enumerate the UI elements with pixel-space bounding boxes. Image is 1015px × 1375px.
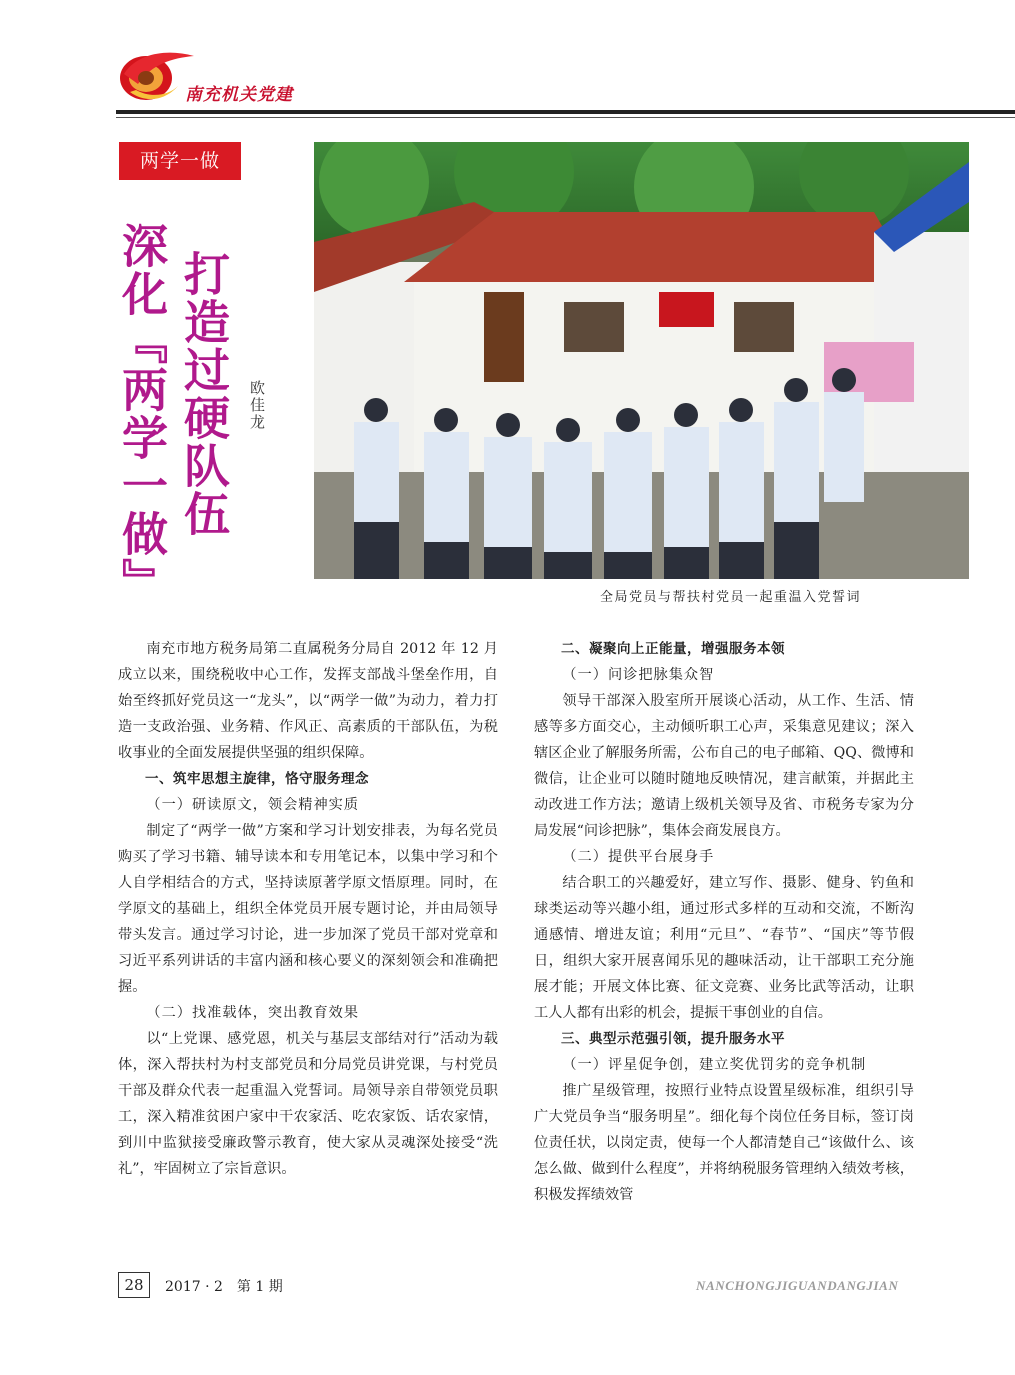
torch-flame-logo-icon [116,44,196,110]
subsection-heading: （二）提供平台展身手 [562,849,715,865]
paragraph: 结合职工的兴趣爱好，建立写作、摄影、健身、钓鱼和球类运动等兴趣小组，通过形式多样的互动和交流，不断沟通感情、增进友谊；利用“元旦”、“春节”、“国庆”等节假日，组织大家开展喜闻乐见的趣味活动，让干部职工充分施展才能；开展文体比赛、征文竞赛、业务比武等活动，让职工人人都有出彩的机会，提振干事创业的自信。 [534,875,914,1021]
author-name: 欧佳龙 [248,380,266,431]
subsection-heading: （一）问诊把脉集众智 [562,667,715,683]
section-heading: 一、筑牢思想主旋律，恪守服务理念 [145,771,369,787]
right-column [534,636,914,1208]
sub-title: 打造过硬队伍 [177,250,231,538]
subsection-heading: （一）研读原文，领会精神实质 [146,797,360,813]
page-number: 28 [118,1272,150,1298]
paragraph: 推广星级管理，按照行业特点设置星级标准，组织引导广大党员争当“服务明星”。细化每个岗位任务目标，签订岗位责任状，以岗定责，使每一个人都清楚自己“该做什么、该怎么做、做到什么程度”，并将纳税服务管理纳入绩效考核，积极发挥绩效管 [534,1083,914,1203]
header-rule [116,110,1015,114]
footer-brand: NANCHONGJIGUANDANGJIAN [696,1278,899,1293]
section-heading: 二、凝聚向上正能量，增强服务本领 [561,641,785,657]
left-column [118,636,498,1182]
section-tag: 两学一做 [119,142,241,180]
subsection-heading: （一）评星促争创，建立奖优罚劣的竞争机制 [562,1057,867,1073]
paragraph: 南充市地方税务局第二直属税务分局自 2012 年 12 月成立以来，围绕税收中心工作，发挥支部战斗堡垒作用，自始至终抓好党员这一“龙头”，以“两学一做”为动力，着力打造一支政治强、业务精、作风正、高素质的干部队伍，为税收事业的全面发展提供坚强的组织保障。 [118,641,498,761]
photo-caption: 全局党员与帮扶村党员一起重温入党誓词 [600,590,862,605]
paragraph: 制定了“两学一做”方案和学习计划安排表，为每名党员购买了学习书籍、辅导读本和专用笔记本，以集中学习和个人自学相结合的方式，坚持读原著学原文悟原理。同时，在学原文的基础上，组织全体党员开展专题讨论，并由局领导带头发言。通过学习讨论，进一步加深了党员干部对党章和习近平系列讲话的丰富内涵和核心要义的深刻领会和准确把握。 [118,823,498,995]
paragraph: 领导干部深入股室所开展谈心活动，从工作、生活、情感等多方面交心，主动倾听职工心声，采集意见建议；深入辖区企业了解服务所需，公布自己的电子邮箱、QQ、微博和微信，让企业可以随时随地反映情况，建言献策，并据此主动改进工作方法；邀请上级机关领导及省、市税务专家为分局发展“问诊把脉”，集体会商发展良方。 [534,693,914,839]
section-heading: 三、典型示范强引领，提升服务水平 [561,1031,785,1047]
subsection-heading: （二）找准载体，突出教育效果 [146,1005,360,1021]
brand-title: 南充机关党建 [185,85,293,105]
issue-info: 2017 · 2 第 1 期 [165,1279,283,1295]
paragraph: 以“上党课、感党恩，机关与基层支部结对行”活动为载体，深入帮扶村为村支部党员和分局党员讲党课，与村党员干部及群众代表一起重温入党誓词。局领导亲自带领党员职工，深入精准贫困户家中干农家活、吃农家饭、话农家情，到川中监狱接受廉政警示教育，使大家从灵魂深处接受“洗礼”，牢固树立了宗旨意识。 [118,1031,498,1177]
article-photo [314,142,969,579]
main-title: 深化『两学一做』 [115,222,169,606]
header-rule-thin [116,117,1015,118]
